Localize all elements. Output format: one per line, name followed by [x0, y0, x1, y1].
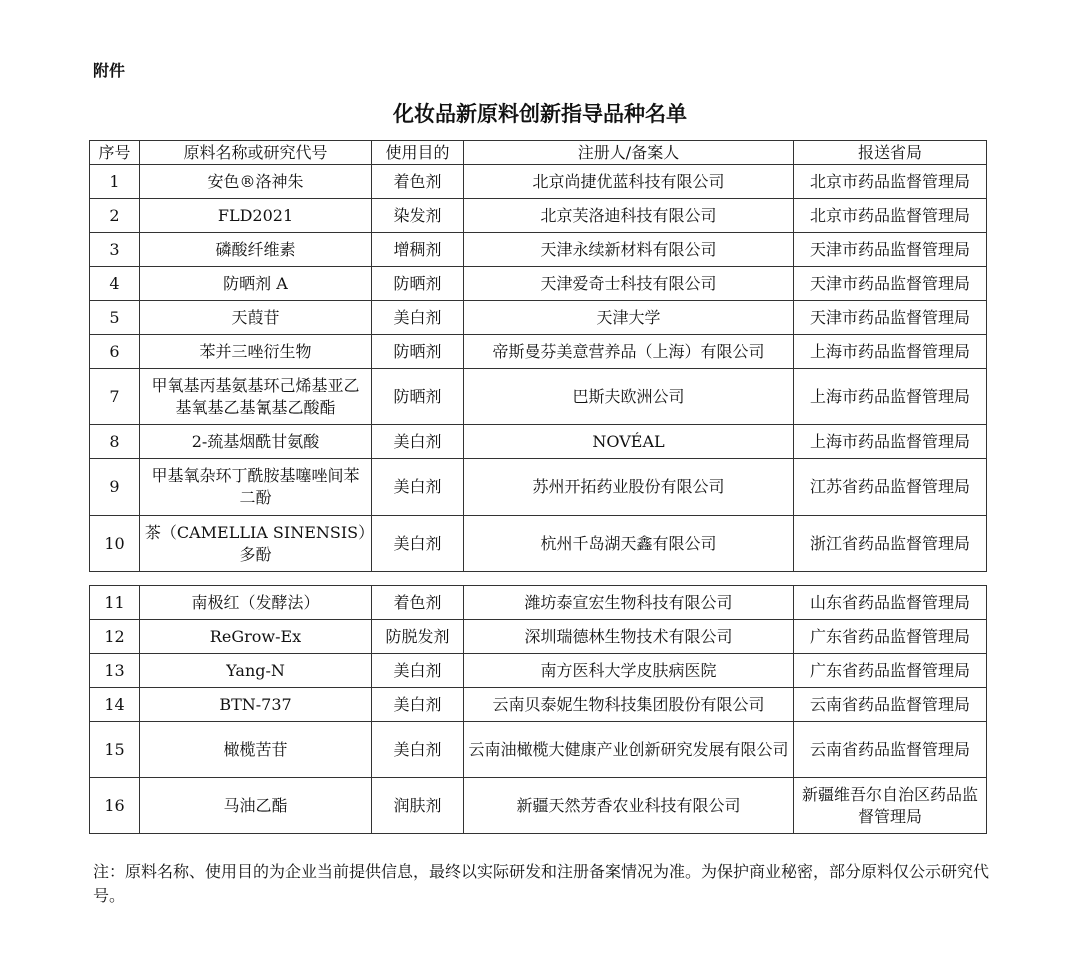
- cell-purpose: 美白剂: [372, 516, 464, 572]
- table-row: [90, 722, 987, 778]
- cell-bureau: 云南省药品监督管理局: [794, 722, 987, 778]
- cell-no: 1: [90, 165, 140, 199]
- cell-bureau: 广东省药品监督管理局: [794, 654, 987, 688]
- cell-registrant: 云南贝泰妮生物科技集团股份有限公司: [464, 688, 794, 722]
- cell-registrant: 深圳瑞德林生物技术有限公司: [464, 620, 794, 654]
- cell-bureau: 上海市药品监督管理局: [794, 369, 987, 425]
- table-row: [90, 233, 987, 267]
- cell-purpose: 美白剂: [372, 654, 464, 688]
- cell-registrant: 云南油橄榄大健康产业创新研究发展有限公司: [464, 722, 794, 778]
- table-row: [90, 778, 987, 834]
- table-row: [90, 688, 987, 722]
- table-row: [90, 586, 987, 620]
- cell-no: 8: [90, 425, 140, 459]
- cell-bureau: 北京市药品监督管理局: [794, 199, 987, 233]
- cell-no: 6: [90, 335, 140, 369]
- cell-registrant: 天津大学: [464, 301, 794, 335]
- cell-no: 2: [90, 199, 140, 233]
- cell-no: 15: [90, 722, 140, 778]
- table-row: [90, 165, 987, 199]
- cell-no: 11: [90, 586, 140, 620]
- table-row: [90, 516, 987, 572]
- cell-registrant: 新疆天然芳香农业科技有限公司: [464, 778, 794, 834]
- cell-no: 9: [90, 459, 140, 516]
- header-purpose: 使用目的: [372, 141, 464, 165]
- table-body-part1: [90, 165, 987, 572]
- cell-purpose: 润肤剂: [372, 778, 464, 834]
- cell-bureau: 新疆维吾尔自治区药品监督管理局: [794, 778, 987, 834]
- cell-no: 16: [90, 778, 140, 834]
- cell-name: 甲基氧杂环丁酰胺基噻唑间苯二酚: [140, 459, 372, 516]
- cell-no: 5: [90, 301, 140, 335]
- table-row: [90, 199, 987, 233]
- cell-name: 防晒剂 A: [140, 267, 372, 301]
- cell-purpose: 美白剂: [372, 301, 464, 335]
- cell-bureau: 上海市药品监督管理局: [794, 335, 987, 369]
- cell-name: BTN-737: [140, 688, 372, 722]
- cell-bureau: 广东省药品监督管理局: [794, 620, 987, 654]
- cell-no: 4: [90, 267, 140, 301]
- cell-purpose: 防晒剂: [372, 267, 464, 301]
- cell-registrant: 北京尚捷优蓝科技有限公司: [464, 165, 794, 199]
- table-body-part2: [90, 586, 987, 834]
- cell-no: 12: [90, 620, 140, 654]
- cell-registrant: 天津永续新材料有限公司: [464, 233, 794, 267]
- cell-purpose: 着色剂: [372, 165, 464, 199]
- cell-purpose: 防晒剂: [372, 335, 464, 369]
- cell-no: 3: [90, 233, 140, 267]
- table-row: [90, 620, 987, 654]
- cell-registrant: 北京芙洛迪科技有限公司: [464, 199, 794, 233]
- cell-name: 甲氧基丙基氨基环己烯基亚乙基氧基乙基氰基乙酸酯: [140, 369, 372, 425]
- cell-registrant: 南方医科大学皮肤病医院: [464, 654, 794, 688]
- table-row: [90, 654, 987, 688]
- cell-registrant: 天津爱奇士科技有限公司: [464, 267, 794, 301]
- cell-purpose: 防脱发剂: [372, 620, 464, 654]
- footnote: 注：原料名称、使用目的为企业当前提供信息，最终以实际研发和注册备案情况为准。为保护商业秘密，部分原料仅公示研究代号。: [93, 862, 990, 905]
- table-row: [90, 301, 987, 335]
- cell-name: 2-巯基烟酰甘氨酸: [140, 425, 372, 459]
- table-header-row: [90, 141, 987, 165]
- cell-name: 安色®洛神朱: [140, 165, 372, 199]
- cell-name: Yang-N: [140, 654, 372, 688]
- cell-name: 橄榄苦苷: [140, 722, 372, 778]
- cell-purpose: 增稠剂: [372, 233, 464, 267]
- cell-bureau: 北京市药品监督管理局: [794, 165, 987, 199]
- cell-registrant: 苏州开拓药业股份有限公司: [464, 459, 794, 516]
- cell-bureau: 天津市药品监督管理局: [794, 233, 987, 267]
- cell-name: 苯并三唑衍生物: [140, 335, 372, 369]
- ingredient-table-part1: [89, 140, 987, 572]
- header-name: 原料名称或研究代号: [140, 141, 372, 165]
- cell-purpose: 着色剂: [372, 586, 464, 620]
- cell-name: 茶（CAMELLIA SINENSIS）多酚: [140, 516, 372, 572]
- cell-no: 10: [90, 516, 140, 572]
- cell-purpose: 美白剂: [372, 425, 464, 459]
- cell-no: 7: [90, 369, 140, 425]
- cell-registrant: 潍坊泰宣宏生物科技有限公司: [464, 586, 794, 620]
- header-no: 序号: [90, 141, 140, 165]
- ingredient-table-part2: [89, 585, 987, 834]
- cell-registrant: NOVÉAL: [464, 425, 794, 459]
- cell-registrant: 帝斯曼芬美意营养品（上海）有限公司: [464, 335, 794, 369]
- cell-name: FLD2021: [140, 199, 372, 233]
- table-row: [90, 459, 987, 516]
- cell-bureau: 云南省药品监督管理局: [794, 688, 987, 722]
- cell-bureau: 上海市药品监督管理局: [794, 425, 987, 459]
- cell-purpose: 美白剂: [372, 459, 464, 516]
- cell-bureau: 江苏省药品监督管理局: [794, 459, 987, 516]
- cell-bureau: 浙江省药品监督管理局: [794, 516, 987, 572]
- cell-bureau: 天津市药品监督管理局: [794, 267, 987, 301]
- header-bureau: 报送省局: [794, 141, 987, 165]
- cell-name: 磷酸纤维素: [140, 233, 372, 267]
- cell-name: 马油乙酯: [140, 778, 372, 834]
- cell-purpose: 染发剂: [372, 199, 464, 233]
- table-row: [90, 369, 987, 425]
- table-row: [90, 335, 987, 369]
- cell-name: 天葭苷: [140, 301, 372, 335]
- cell-purpose: 美白剂: [372, 722, 464, 778]
- cell-registrant: 杭州千岛湖天鑫有限公司: [464, 516, 794, 572]
- cell-no: 13: [90, 654, 140, 688]
- cell-bureau: 天津市药品监督管理局: [794, 301, 987, 335]
- document-title: 化妆品新原料创新指导品种名单: [393, 101, 687, 126]
- attachment-label: 附件: [93, 61, 126, 80]
- cell-bureau: 山东省药品监督管理局: [794, 586, 987, 620]
- cell-purpose: 防晒剂: [372, 369, 464, 425]
- cell-name: 南极红（发酵法）: [140, 586, 372, 620]
- header-registrant: 注册人/备案人: [464, 141, 794, 165]
- table-row: [90, 425, 987, 459]
- table-row: [90, 267, 987, 301]
- cell-no: 14: [90, 688, 140, 722]
- cell-name: ReGrow-Ex: [140, 620, 372, 654]
- cell-purpose: 美白剂: [372, 688, 464, 722]
- cell-registrant: 巴斯夫欧洲公司: [464, 369, 794, 425]
